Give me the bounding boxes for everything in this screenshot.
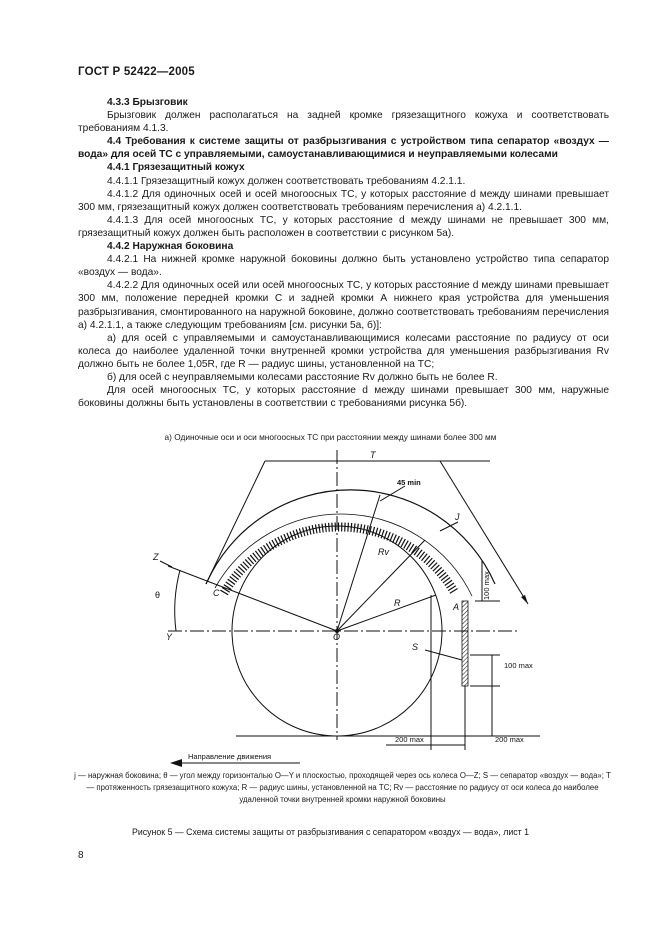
paragraph: 4.4.1.1 Грязезащитный кожух должен соответствовать требованиям 4.2.1.1. xyxy=(107,175,466,187)
paragraph-4-4-2: 4.4.2 Наружная боковина xyxy=(107,241,234,253)
figure-legend: j — наружная боковина; θ — угол между горизонталью O—Y и плоскостью, проходящей через ось колеса O—Z; S — сепаратор «воздух — вода»; T — протяженность грязезащитного кожуха; R — радиус шины, установленной на ТС; Rv — расстояние по радиусу от оси колеса до наиболее удаленной точки внутренней кромки наружной боковины xyxy=(74,771,611,804)
mudguard-outer-arc xyxy=(206,490,495,584)
label-100max-side: 100 max xyxy=(504,661,533,670)
paragraph: 4.4.2.1 На нижней кромке наружной боковины должно быть установлено устройство типа сепаратор «воздух — вода». xyxy=(78,254,609,279)
label-j: J xyxy=(455,512,460,522)
label-y: Y xyxy=(166,632,173,642)
paragraph: 4.4.2.2 Для одиночных осей или осей многоосных ТС, у которых расстояние d между шинами превышает 300 мм, положение передней кромки С и задней кромки А нижнего края устройства для уменьшения разбрызгивания, смонтированного на наружной боковине, должно соответствовать требованиям перечисления а) 4.2.1.1, а также следующим требованиям [см. рисунки 5а, б)]: xyxy=(78,280,609,331)
label-direction: Направление движения xyxy=(188,752,272,761)
separator-s xyxy=(462,601,468,686)
label-c: C xyxy=(213,588,220,598)
paragraph: б) для осей с неуправляемыми колесами расстояние Rv должно быть не более R. xyxy=(107,371,498,383)
arrowhead xyxy=(521,595,528,604)
paragraph-4-4-1: 4.4.1 Грязезащитный кожух xyxy=(107,162,245,174)
paragraph: 4.4.1.3 Для осей многоосных ТС, у которых расстояние d между шинами не превышает 300 мм, грязезащитный кожух должен быть расположен в соответствии с рисунком 5а). xyxy=(78,214,609,239)
separator-band xyxy=(224,527,455,593)
dimension-t-left xyxy=(206,461,265,584)
document-header: ГОСТ Р 52422—2005 xyxy=(78,66,195,78)
label-45min: 45 min xyxy=(397,478,421,487)
radius-r xyxy=(337,595,436,631)
paragraph: Брызговик должен располагаться на задней кромке грязезащитного кожуха и соответствовать требованиям 4.1.3. xyxy=(78,110,609,135)
label-s: S xyxy=(412,642,419,652)
label-200max-right: 200 max xyxy=(495,735,524,744)
label-rv: Rv xyxy=(378,547,389,557)
label-100max-top: 100 max xyxy=(482,571,491,600)
paragraph-4-3-3: 4.3.3 Брызговик xyxy=(107,97,188,108)
label-a: A xyxy=(453,602,460,612)
paragraph-4-4: 4.4 Требования к системе защиты от разбрызгивания с устройством типа сепаратор «воздух — вода» для осей ТС с управляемыми, самоустанавливающимися и неуправляемыми колесами xyxy=(78,136,609,161)
figure-subcaption: а) Одиночные оси и оси многоосных ТС при расстоянии между шинами более 300 мм xyxy=(164,432,497,442)
paragraph: Для осей многоосных ТС, у которых расстояние d между шинами превышает 300 мм, наружные боковины должны быть установлены в соответствии с требованиями рисунка 5б). xyxy=(78,385,609,410)
label-r: R xyxy=(394,598,401,608)
page-number: 8 xyxy=(78,850,84,861)
figure-caption: Рисунок 5 — Схема системы защиты от разбрызгивания с сепаратором «воздух — вода», лист 1 xyxy=(131,827,530,837)
paragraph: а) для осей с управляемыми и самоустанавливающимися колесами расстояние по радиусу от оси колеса до наиболее удаленной точки внутренней кромки устройства для уменьшения разбрызгивания Rv должно быть не более 1,05R, где R — радиус шины, установленной на ТС; xyxy=(78,332,609,370)
leader-z xyxy=(160,561,172,567)
label-t: T xyxy=(370,450,376,460)
line-o-z xyxy=(168,566,337,631)
label-200max-left: 200 max xyxy=(395,735,424,744)
label-z: Z xyxy=(153,552,159,562)
label-o: O xyxy=(333,632,341,642)
paragraph: 4.4.1.2 Для одиночных осей и осей многоосных ТС, у которых расстояние d между шинами превышает 300 мм, грязезащитный кожух должен соответствовать требованиям перечисления а) 4.2.1.1. xyxy=(78,188,609,213)
theta-arc xyxy=(175,570,180,631)
direction-arrowhead xyxy=(170,759,182,767)
label-theta: θ xyxy=(155,590,161,600)
